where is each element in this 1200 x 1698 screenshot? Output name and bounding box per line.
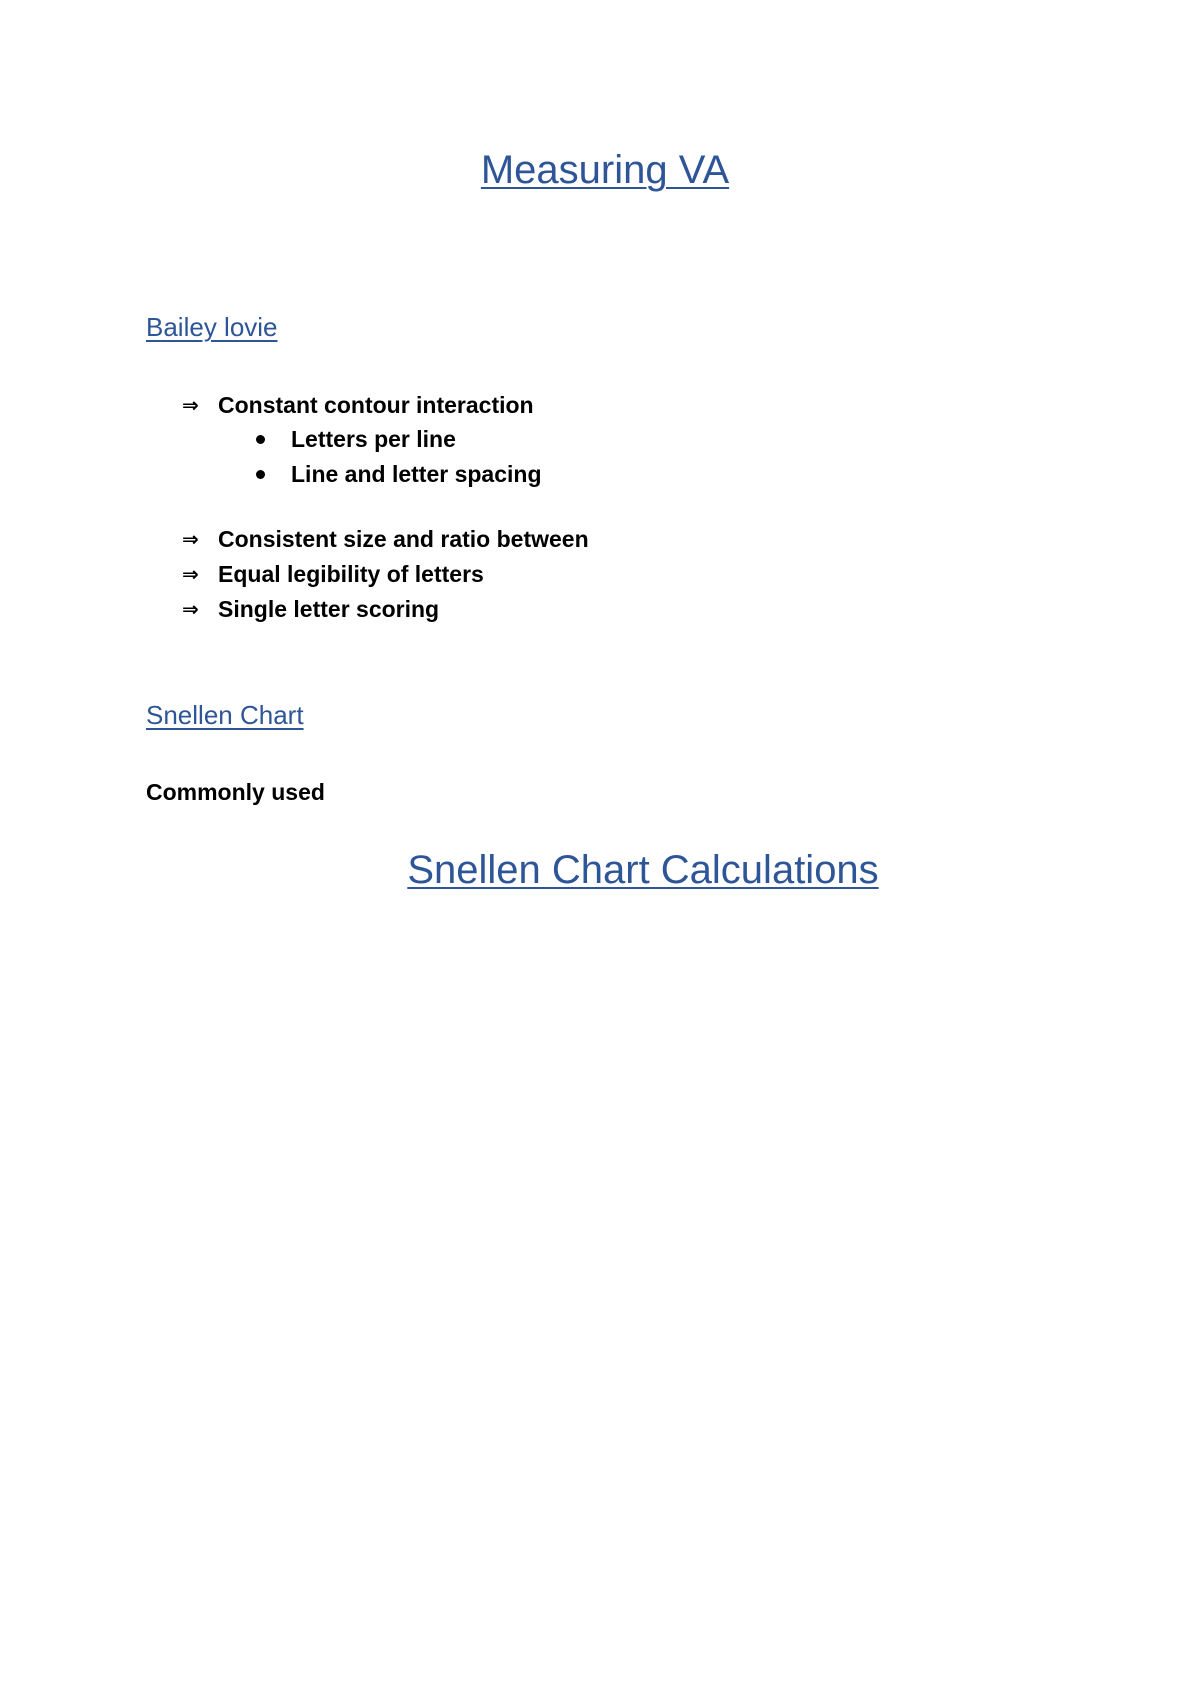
sub-list-item-text: Line and letter spacing [291,461,542,487]
snellen-chart-heading: Snellen Chart [146,700,304,730]
list-item [182,561,484,588]
calculations-heading: Snellen Chart Calculations [407,848,879,892]
double-arrow-icon: ⇒ [182,599,199,621]
double-arrow-icon: ⇒ [182,395,199,417]
page-title: Measuring VA [480,148,730,192]
bailey-lovie-heading: Bailey lovie [146,312,278,342]
sub-list-item [252,426,456,453]
double-arrow-icon: ⇒ [182,529,199,551]
snellen-note: Commonly used [146,779,325,805]
list-item-text: Single letter scoring [218,596,440,622]
sub-list-item-text: Letters per line [291,426,456,452]
bullet-icon [256,470,265,479]
list-item-text: Consistent size and ratio between [218,526,589,552]
list-item-text: Constant contour interaction [218,392,534,418]
bullet-icon [256,435,265,444]
list-item [182,526,589,553]
sub-list-item [252,461,542,488]
list-item-text: Equal legibility of letters [218,561,484,587]
double-arrow-icon: ⇒ [182,564,199,586]
list-item [182,392,534,419]
list-item [182,596,439,623]
